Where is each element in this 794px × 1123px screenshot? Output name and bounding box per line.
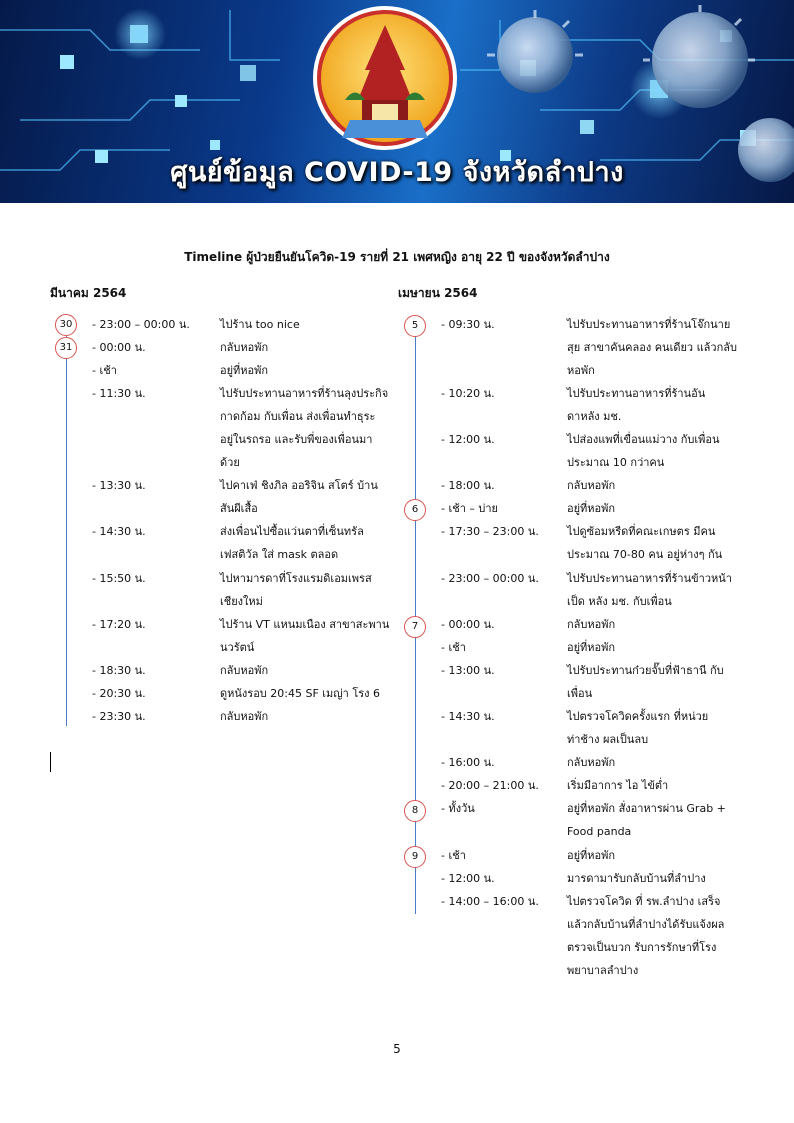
entry-time: - 09:30 น. <box>441 318 495 331</box>
entry-description: เริ่มมีอาการ ไอ ไข้ต่ำ <box>567 779 669 792</box>
entry-time: - เช้า <box>441 641 466 654</box>
entry-time: - 11:30 น. <box>92 387 146 400</box>
entry-time: - 16:00 น. <box>441 756 495 769</box>
entry-time: - เช้า <box>441 849 466 862</box>
entry-description: ไปตรวจโควิดครั้งแรก ที่หน่วยท่าช้าง ผลเป็นลบ <box>567 710 709 746</box>
entry-time: - 18:00 น. <box>441 479 495 492</box>
entry-time: - 23:30 น. <box>92 710 146 723</box>
day-marker: 9 <box>404 846 426 868</box>
entry-description: ส่งเพื่อนไปซื้อแว่นตาที่เซ็นทรัลเฟสติวัล ใส่ mask ตลอด <box>220 525 364 561</box>
entry-description: ไปดูซ้อมหรีดที่คณะเกษตร มีคนประมาณ 70-80 คน อยู่ห่างๆ กัน <box>567 525 723 561</box>
entry-description: กลับหอพัก <box>220 341 269 354</box>
entry-description: อยู่ที่หอพัก <box>567 502 616 515</box>
entry-time: - 10:20 น. <box>441 387 495 400</box>
entry-time: - เช้า – บ่าย <box>441 502 498 515</box>
day-marker: 8 <box>404 800 426 822</box>
entry-description: มารดามารับกลับบ้านที่ลำปาง <box>567 872 706 885</box>
entry-description: กลับหอพัก <box>220 710 269 723</box>
entry-time: - 13:30 น. <box>92 479 146 492</box>
entry-description: อยู่ที่หอพัก <box>567 641 616 654</box>
entry-description: ไปร้าน VT แหนมเนือง สาขาสะพานนวรัตน์ <box>220 618 390 654</box>
text-cursor <box>50 752 51 772</box>
right-month-heading: เมษายน 2564 <box>398 286 478 300</box>
entry-time: - 12:00 น. <box>441 433 495 446</box>
entry-description: ไปตรวจโควิด ที่ รพ.ลำปาง เสร็จแล้วกลับบ้านที่ลำปางได้รับแจ้งผลตรวจเป็นบวก รับการรักษาที่โรงพยาบาลลำปาง <box>567 895 725 977</box>
entry-time: - 17:20 น. <box>92 618 146 631</box>
entry-description: กลับหอพัก <box>220 664 269 677</box>
entry-time: - 15:50 น. <box>92 572 146 585</box>
left-month-heading: มีนาคม 2564 <box>50 286 127 300</box>
entry-time: - 20:00 – 21:00 น. <box>441 779 539 792</box>
page-number: 5 <box>393 1042 401 1056</box>
header-banner <box>0 0 794 203</box>
entry-time: - 12:00 น. <box>441 872 495 885</box>
entry-time: - ทั้งวัน <box>441 802 475 815</box>
entry-description: อยู่ที่หอพัก สั่งอาหารผ่าน Grab + Food panda <box>567 802 726 838</box>
day-marker: 31 <box>55 337 77 359</box>
entry-description: กลับหอพัก <box>567 479 616 492</box>
entry-time: - 14:30 น. <box>441 710 495 723</box>
entry-time: - 23:00 – 00:00 น. <box>92 318 190 331</box>
day-marker: 6 <box>404 499 426 521</box>
entry-description: กลับหอพัก <box>567 618 616 631</box>
document-title: Timeline ผู้ป่วยยืนยันโควิด-19 รายที่ 21 เพศหญิง อายุ 22 ปี ของจังหวัดลำปาง <box>184 250 610 264</box>
entry-description: อยู่ที่หอพัก <box>220 364 269 377</box>
entry-description: กลับหอพัก <box>567 756 616 769</box>
day-marker: 5 <box>404 315 426 337</box>
entry-time: - 13:00 น. <box>441 664 495 677</box>
entry-time: - 18:30 น. <box>92 664 146 677</box>
entry-time: - 23:00 – 00:00 น. <box>441 572 539 585</box>
day-marker: 30 <box>55 314 77 336</box>
entry-description: ไปรับประทานอาหารที่ร้านอันดาหลัง มช. <box>567 387 706 423</box>
entry-description: ไปคาเฟ่ ชิงภิล ออริจิน สโตร์ บ้านสันผีเสื้อ <box>220 479 378 515</box>
entry-description: ไปร้าน too nice <box>220 318 300 331</box>
entry-time: - 14:00 – 16:00 น. <box>441 895 539 908</box>
entry-description: ไปรับประทานก๋วยจั๊บที่ฟ้าธานี กับเพื่อน <box>567 664 724 700</box>
entry-time: - เช้า <box>92 364 117 377</box>
entry-description: ไปส่องแพที่เขื่อนแม่วาง กับเพื่อนประมาณ 10 กว่าคน <box>567 433 720 469</box>
entry-time: - 20:30 น. <box>92 687 146 700</box>
entry-time: - 00:00 น. <box>441 618 495 631</box>
entry-description: ไปรับประทานอาหารที่ร้านโจ๊กนายสุย สาขาคันคลอง คนเดียว แล้วกลับหอพัก <box>567 318 737 377</box>
entry-time: - 14:30 น. <box>92 525 146 538</box>
entry-description: ไปรับประทานอาหารที่ร้านลุงประกิจ กาดก้อม กับเพื่อน ส่งเพื่อนทำธุระ อยู่ในรถรอ และรับพี่ของเพื่อนมาด้วย <box>220 387 389 469</box>
entry-time: - 17:30 – 23:00 น. <box>441 525 539 538</box>
entry-description: ดูหนังรอบ 20:45 SF เมญ่า โรง 6 <box>220 687 381 700</box>
entry-description: ไปหามารดาที่โรงแรมดิเอมเพรส เชียงใหม่ <box>220 572 372 608</box>
entry-description: ไปรับประทานอาหารที่ร้านข้าวหน้าเป็ด หลัง มช. กับเพื่อน <box>567 572 732 608</box>
timeline-line <box>66 336 67 726</box>
banner-title: ศูนย์ข้อมูล COVID-19 จังหวัดลำปาง <box>170 157 624 188</box>
entry-description: อยู่ที่หอพัก <box>567 849 616 862</box>
entry-time: - 00:00 น. <box>92 341 146 354</box>
day-marker: 7 <box>404 616 426 638</box>
